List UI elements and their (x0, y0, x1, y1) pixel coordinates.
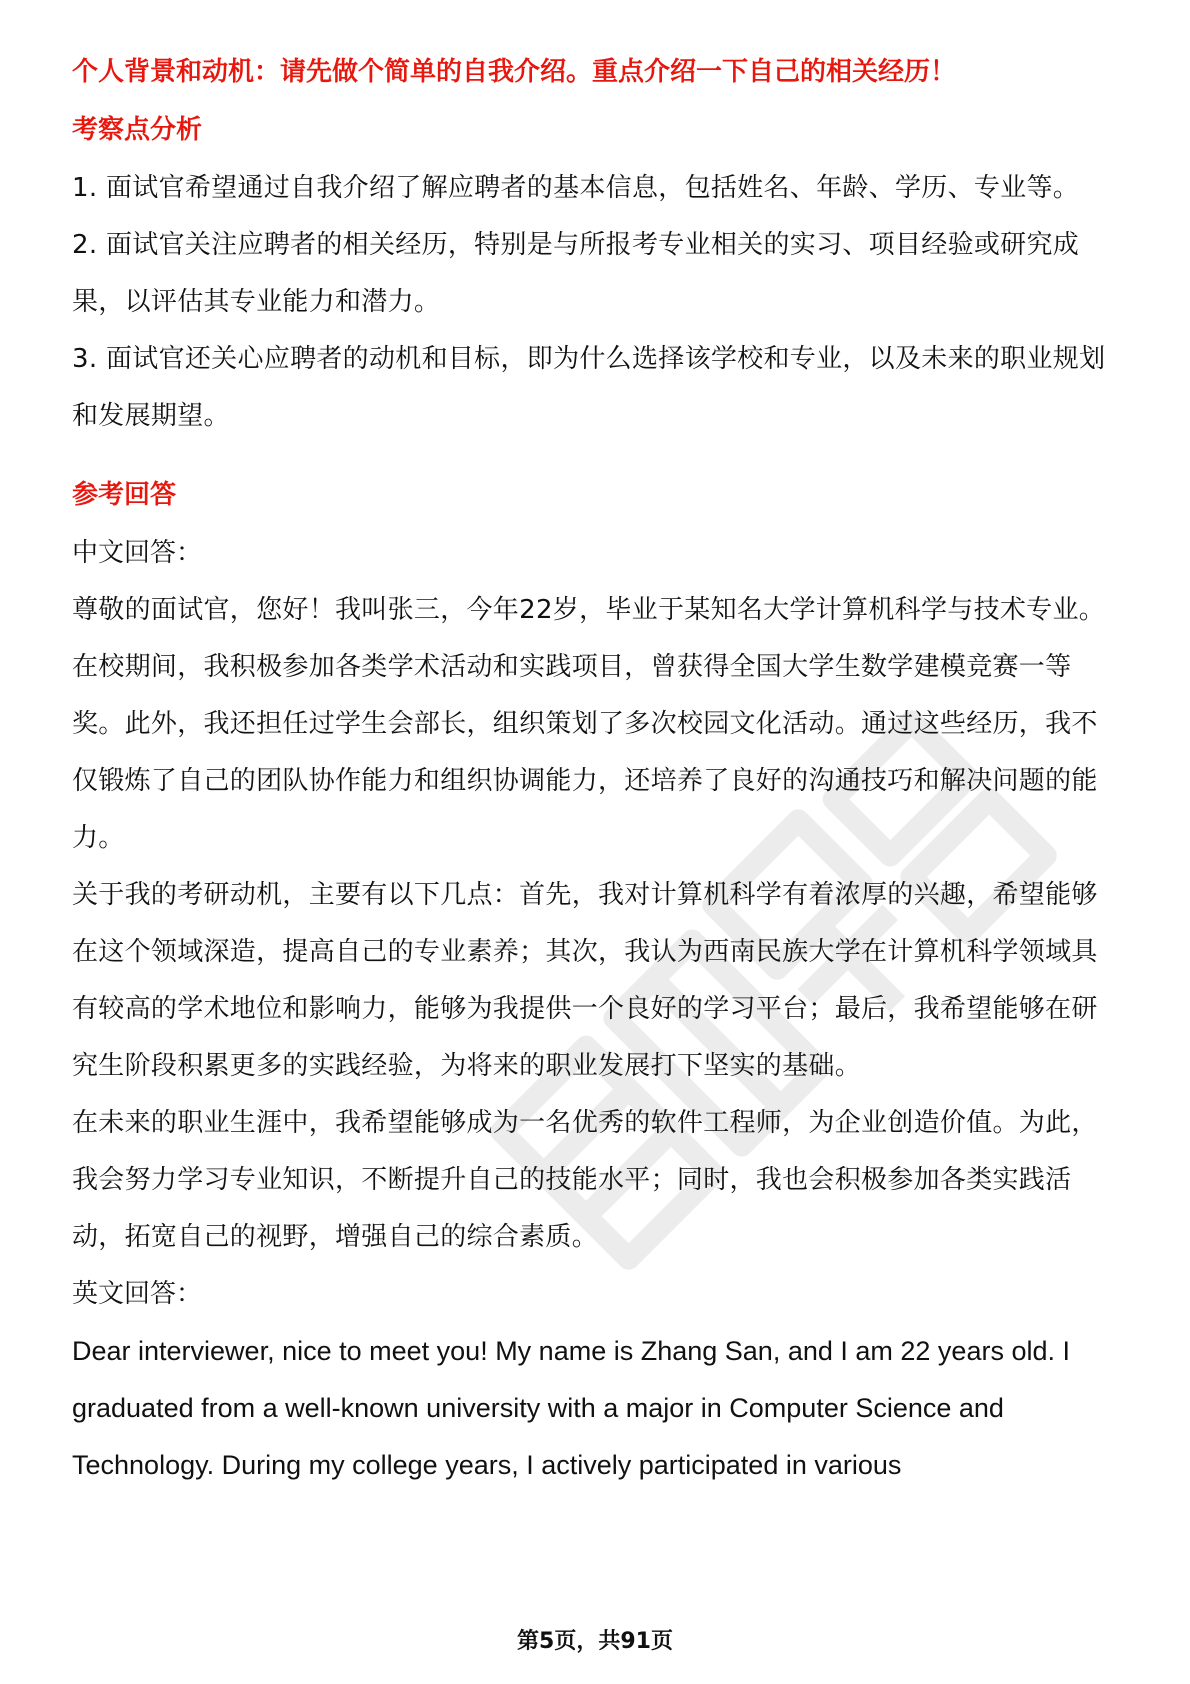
analysis-heading: 考察点分析 (72, 115, 203, 145)
english-answer-label: 英文回答： (72, 1279, 203, 1309)
english-answer-paragraph: Dear interviewer, nice to meet you! My name is Zhang San, and I am 22 years old. I graduated from a well-known university with a major in Computer Science and Technology. During my college years, I actively participated in various (72, 1336, 1070, 1480)
analysis-point: 2. 面试官关注应聘者的相关经历，特别是与所报考专业相关的实习、项目经验或研究成果，以评估其专业能力和潜力。 (72, 230, 1080, 317)
analysis-point: 3. 面试官还关心应聘者的动机和目标，即为什么选择该学校和专业，以及未来的职业规划和发展期望。 (72, 344, 1106, 431)
page-number: 第5页，共91页 (517, 1629, 673, 1654)
chinese-answer-paragraph: 尊敬的面试官，您好！我叫张三，今年22岁，毕业于某知名大学计算机科学与技术专业。在校期间，我积极参加各类学术活动和实践项目，曾获得全国大学生数学建模竞赛一等奖。此外，我还担任过学生会部长，组织策划了多次校园文化活动。通过这些经历，我不仅锻炼了自己的团队协作能力和组织协调能力，还培养了良好的沟通技巧和解决问题的能力。 (72, 595, 1106, 853)
chinese-answer-label: 中文回答： (72, 538, 203, 568)
chinese-answer-paragraph: 关于我的考研动机，主要有以下几点：首先，我对计算机科学有着浓厚的兴趣，希望能够在这个领域深造，提高自己的专业素养；其次，我认为西南民族大学在计算机科学领域具有较高的学术地位和影响力，能够为我提供一个良好的学习平台；最后，我希望能够在研究生阶段积累更多的实践经验，为将来的职业发展打下坚实的基础。 (72, 880, 1098, 1081)
reference-answer-heading: 参考回答 (72, 480, 177, 510)
question-title: 个人背景和动机：请先做个简单的自我介绍。重点介绍一下自己的相关经历！ (72, 57, 957, 87)
analysis-point: 1. 面试官希望通过自我介绍了解应聘者的基本信息，包括姓名、年龄、学历、专业等。 (72, 173, 1080, 203)
document-page (72, 44, 1122, 1494)
chinese-answer-paragraph: 在未来的职业生涯中，我希望能够成为一名优秀的软件工程师，为企业创造价值。为此，我会努力学习专业知识，不断提升自己的技能水平；同时，我也会积极参加各类实践活动，拓宽自己的视野，增强自己的综合素质。 (72, 1108, 1098, 1252)
